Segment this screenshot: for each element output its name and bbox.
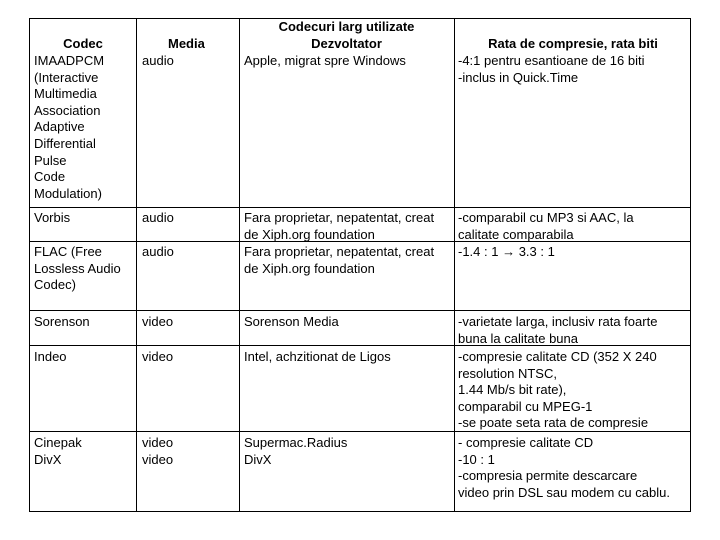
table-cell-codec: Cinepak DivX [34, 435, 82, 467]
table-cell-media: audio [142, 53, 174, 68]
table-cell-compression: -compresie calitate CD (352 X 240 resolution NTSC, 1.44 Mb/s bit rate), comparabil cu MPEG-1 -se poate seta rata de compresie [458, 349, 657, 431]
table-cell-compression: -4:1 pentru esantioane de 16 biti -inclus in Quick.Time [458, 53, 645, 85]
table-cell-developer: Sorenson Media [244, 314, 339, 329]
header-codec: Codec [63, 36, 103, 51]
header-media: Media [168, 36, 205, 51]
codec-table [29, 18, 691, 512]
table-cell-compression: -1.4 : 1 → 3.3 : 1 [458, 244, 555, 259]
table-cell-compression: -varietate larga, inclusiv rata foarte buna la calitate buna [458, 314, 658, 346]
table-cell-media: video [142, 349, 174, 364]
table-cell-media: video [142, 314, 174, 329]
column-divider [136, 19, 137, 511]
table-cell-codec: IMAADPCM (Interactive Multimedia Association Adaptive Differential Pulse Code Modulation) [34, 53, 105, 201]
table-cell-codec: Indeo [34, 349, 67, 364]
column-divider [239, 19, 240, 511]
row-divider [30, 207, 690, 208]
table-cell-developer: Apple, migrat spre Windows [244, 53, 406, 68]
column-divider [454, 19, 455, 511]
table-cell-codec: FLAC (Free Lossless Audio Codec) [34, 244, 121, 293]
table-cell-developer: Fara proprietar, nepatentat, creat de Xiph.org foundation [244, 210, 435, 242]
header-developer: Codecuri larg utilizate Dezvoltator [278, 19, 415, 51]
table-cell-media: audio [142, 210, 174, 225]
table-cell-media: video video [142, 435, 174, 467]
table-cell-developer: Supermac.Radius DivX [244, 435, 348, 467]
table-cell-compression: -comparabil cu MP3 si AAC, la calitate comparabila [458, 210, 634, 242]
table-cell-media: audio [142, 244, 174, 259]
table-cell-compression: - compresie calitate CD -10 : 1 -compresia permite descarcare video prin DSL sau modem cu cablu. [458, 435, 670, 500]
header-compression: Rata de compresie, rata biti [488, 36, 658, 51]
table-cell-developer: Fara proprietar, nepatentat, creat de Xiph.org foundation [244, 244, 435, 276]
row-divider [30, 310, 690, 311]
table-cell-codec: Vorbis [34, 210, 71, 225]
table-cell-codec: Sorenson [34, 314, 90, 329]
table-cell-developer: Intel, achzitionat de Ligos [244, 349, 391, 364]
